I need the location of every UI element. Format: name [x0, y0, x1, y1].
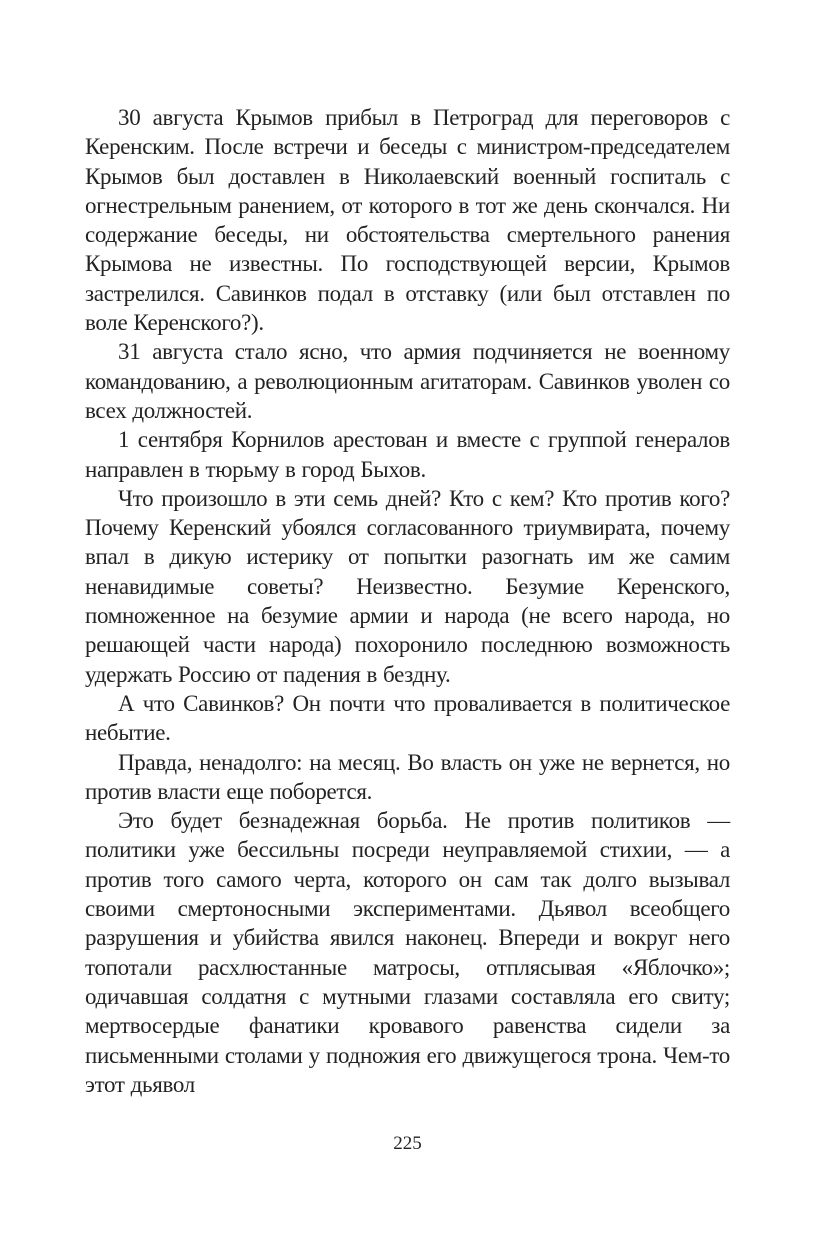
paragraph: Это будет безнадежная борьба. Не против политиков — политики уже бессильны посреди неуправляемой стихии, — а против того самого черта, которого он сам так долго вызывал своими смертоносными экспериментами. Дьявол всеобщего разрушения и убийства явился наконец. Впереди и вокруг него топотали расхлюстанные матросы, отплясывая «Яблочко»; одичавшая солдатня с мутными глазами составляла его свиту; мертвосердые фанатики кровавого равенства сидели за письменными столами у подножия его движущегося трона. Чем-то этот дьявол	[85, 808, 730, 1097]
paragraph: 31 августа стало ясно, что армия подчиняется не военному командованию, а революционным агитаторам. Савинков уволен со всех должностей.	[85, 339, 730, 423]
paragraph: А что Савинков? Он почти что проваливается в политическое небытие.	[85, 690, 730, 746]
paragraph: 30 августа Крымов прибыл в Петроград для переговоров с Керенским. После встречи и беседы с министром-председателем Крымов был доставлен в Николаевский военный госпиталь с огнестрельным ранением, от которого в тот же день скончался. Ни содержание беседы, ни обстоятельства смертельного ранения Крымова не известны. По господствующей версии, Крымов застрелился. Савинков подал в отставку (или был отставлен по воле Керенского?).	[85, 105, 730, 336]
paragraph: Правда, ненадолго: на месяц. Во власть он уже не вернется, но против власти еще поборется.	[85, 749, 730, 804]
paragraph: 1 сентября Корнилов арестован и вместе с группой генералов направлен в тюрьму в город Быхов.	[85, 427, 730, 482]
page-text	[85, 103, 730, 1099]
page-number: 225	[393, 1133, 422, 1154]
paragraph: Что произошло в эти семь дней? Кто с кем? Кто против кого? Почему Керенский убоялся согласованного триумвирата, почему впал в дикую истерику от попытки разогнать им же самим ненавидимые советы? Неизвестно. Безумие Керенского, помноженное на безумие армии и народа (не всего народа, но решающей части народа) похоронило последнюю возможность удержать Россию от падения в бездну.	[85, 485, 730, 687]
